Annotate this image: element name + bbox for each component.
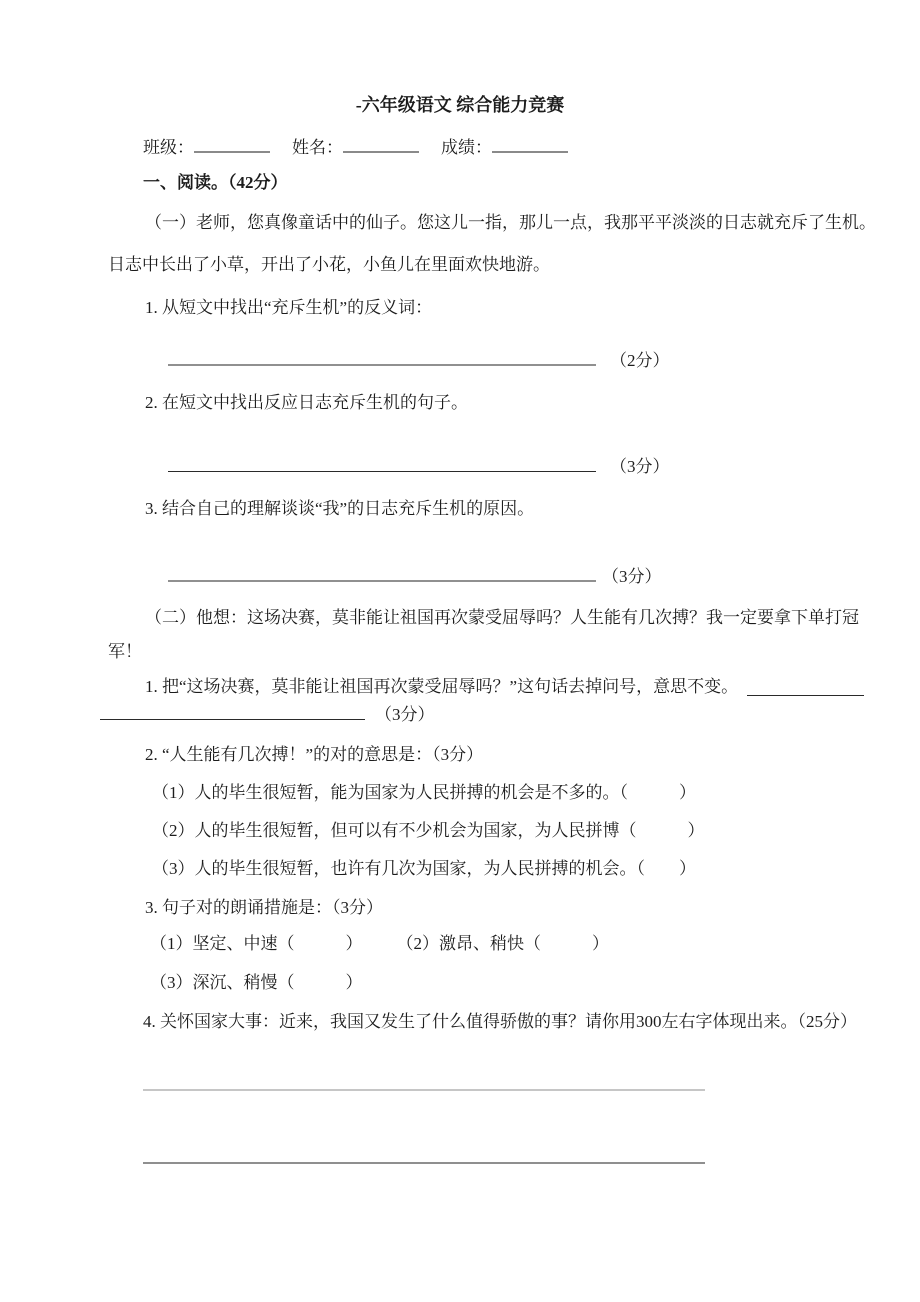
part1-answer-row-2 bbox=[168, 456, 670, 478]
part2-q3-options-row1: （1）坚定、中速（ ） （2）激昂、稍快（ ） bbox=[150, 934, 609, 953]
points-label: （3分） bbox=[375, 705, 435, 724]
answer-blank-line bbox=[168, 566, 596, 582]
part2-passage-line1: （二）他想：这场决赛，莫非能让祖国再次蒙受屈辱吗？人生能有几次搏？我一定要拿下单打冠 bbox=[145, 608, 859, 627]
part2-q3-options-row2: （3）深沉、稍慢（ ） bbox=[150, 973, 363, 992]
part1-question-2: 2. 在短文中找出反应日志充斥生机的句子。 bbox=[145, 393, 468, 412]
answer-blank-line bbox=[168, 350, 596, 366]
part2-passage-line2: 军！ bbox=[108, 642, 142, 661]
class-label: 班级： bbox=[143, 138, 194, 157]
points-label: （3分） bbox=[602, 567, 662, 586]
part2-question-4: 4. 关怀国家大事：近来，我国又发生了什么值得骄傲的事？请你用300左右字体现出来。（25分） bbox=[143, 1012, 857, 1031]
part1-answer-row-3 bbox=[168, 566, 662, 588]
part2-q2-option-2: （2）人的毕生很短暂，但可以有不少机会为国家，为人民拼博（ ） bbox=[152, 821, 705, 840]
part2-question-1: 1. 把“这场决赛，莫非能让祖国再次蒙受屈辱吗？”这句话去掉问号，意思不变。 bbox=[145, 677, 739, 696]
part1-question-1: 1. 从短文中找出“充斥生机”的反义词： bbox=[145, 298, 433, 317]
answer-blank-line bbox=[168, 457, 596, 472]
student-info-row bbox=[143, 137, 568, 159]
section-heading-reading: 一、阅读。（42分） bbox=[143, 173, 288, 192]
part1-answer-row-1 bbox=[168, 350, 670, 372]
score-blank bbox=[492, 137, 568, 153]
page-title: -六年级语文 综合能力竞赛 bbox=[355, 95, 565, 115]
score-label: 成绩： bbox=[441, 138, 492, 157]
part1-passage-line2: 日志中长出了小草，开出了小花，小鱼儿在里面欢快地游。 bbox=[108, 255, 550, 274]
part2-answer-row-1 bbox=[100, 704, 435, 726]
name-blank bbox=[343, 137, 419, 153]
part2-question-3: 3. 句子对的朗诵措施是：（3分） bbox=[145, 898, 383, 917]
points-label: （3分） bbox=[610, 457, 670, 476]
part2-q2-option-3: （3）人的毕生很短暂，也许有几次为国家，为人民拼搏的机会。（ ） bbox=[152, 859, 696, 878]
class-blank bbox=[194, 137, 270, 153]
part1-question-3: 3. 结合自己的理解谈谈“我”的日志充斥生机的原因。 bbox=[145, 499, 535, 518]
part2-question-2: 2. “人生能有几次搏！”的对的意思是：（3分） bbox=[145, 745, 484, 764]
name-label: 姓名： bbox=[292, 138, 343, 157]
writing-line-1 bbox=[143, 1089, 705, 1091]
part1-passage-line1: （一）老师，您真像童话中的仙子。您这儿一指，那儿一点，我那平平淡淡的日志就充斥了生机。 bbox=[145, 213, 876, 232]
part2-q1-trailing-blank bbox=[747, 676, 864, 696]
writing-line-2 bbox=[143, 1162, 705, 1164]
part2-q2-option-1: （1）人的毕生很短暂，能为国家为人民拼搏的机会是不多的。（ ） bbox=[152, 783, 696, 802]
answer-blank-line bbox=[100, 705, 365, 720]
points-label: （2分） bbox=[610, 351, 670, 370]
